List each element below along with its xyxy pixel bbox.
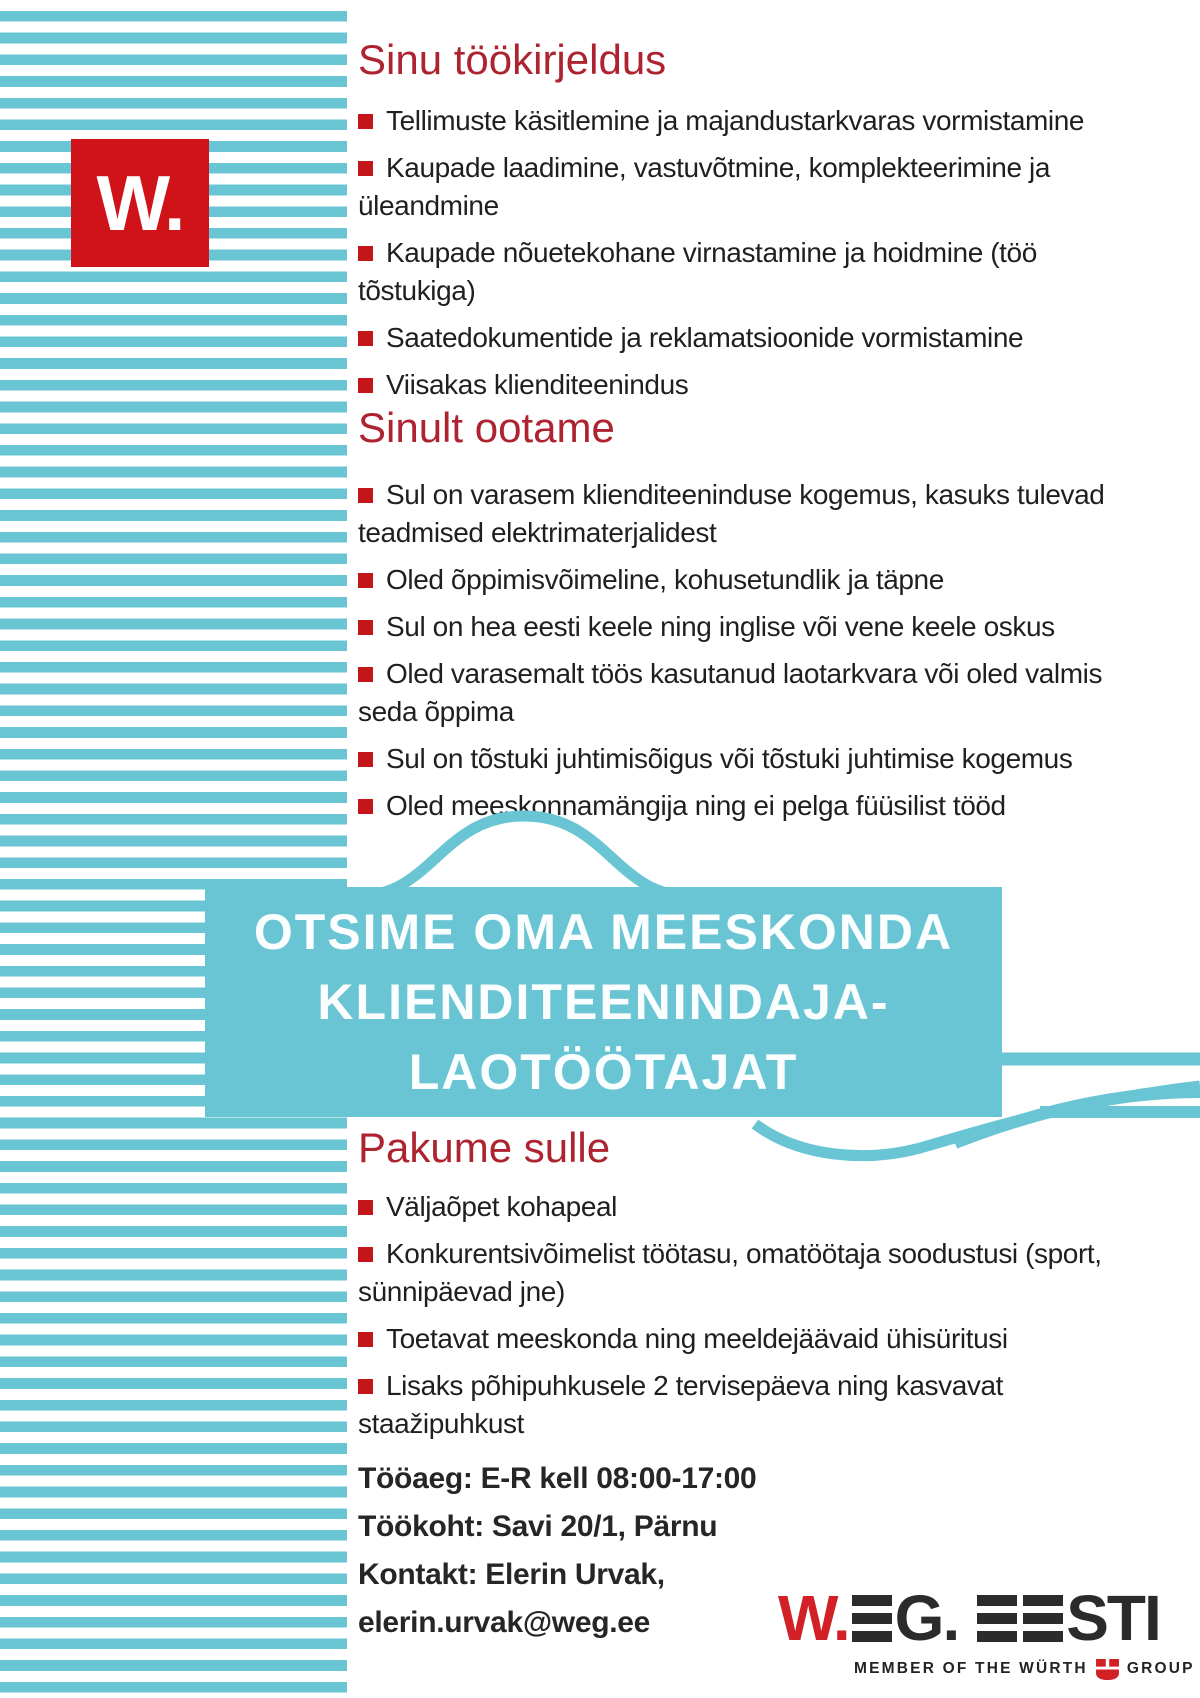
section-offer-list [358,1188,1153,1443]
banner-line-1: OTSIME OMA MEESKONDA [253,904,954,960]
list-item [358,655,1153,731]
bullet-square-icon [358,161,373,176]
bullet-text: Oled õppimisvõimeline, kohusetundlik ja täpne [386,564,944,595]
vacancy-banner [205,887,1002,1117]
list-item [358,149,1153,225]
bullet-text: Toetavat meeskonda ning meeldejäävaid ühisüritusi [386,1323,1008,1354]
section-heading-offer: Pakume sulle [358,1124,611,1171]
bullet-text: Oled varasemalt töös kasutanud laotarkvara või oled valmis seda õppima [358,658,1103,727]
logo-e-glyph [1023,1595,1063,1642]
bullet-text: Sul on varasem klienditeeninduse kogemus, kasuks tulevad teadmised elektrimaterjalidest [358,479,1105,548]
bullet-text: Kaupade nõuetekohane virnastamine ja hoidmine (töö tõstukiga) [358,237,1037,306]
list-item [358,561,1153,599]
logo-sti: STI [1066,1582,1160,1654]
banner-line-3: LAOTÖÖTAJAT [408,1044,799,1100]
bullet-square-icon [358,620,373,635]
work-time: Tööaeg: E-R kell 08:00-17:00 [358,1462,757,1495]
bullet-square-icon [358,378,373,393]
section-job-list [358,102,1153,404]
list-item [358,1235,1153,1311]
bullet-square-icon [358,667,373,682]
bullet-text: Tellimuste käsitlemine ja majandustarkvaras vormistamine [386,105,1085,136]
weg-eesti-logo [778,1582,1160,1654]
section-heading-expect: Sinult ootame [358,404,615,451]
bullet-text: Saatedokumentide ja reklamatsioonide vormistamine [386,322,1024,353]
list-item [358,1188,1153,1226]
bullet-square-icon [358,1332,373,1347]
bullet-text: Kaupade laadimine, vastuvõtmine, komplekteerimine ja üleandmine [358,152,1051,221]
logo-e-glyph [977,1595,1017,1642]
bullet-text: Lisaks põhipuhkusele 2 tervisepäeva ning kasvavat staažipuhkust [358,1370,1004,1439]
section-expect-list [358,476,1153,825]
tagline-text-right: GROUP [1126,1659,1195,1677]
list-item [358,366,1153,404]
section-heading-job: Sinu töökirjeldus [358,36,667,83]
logo-w: W. [778,1582,849,1654]
bullet-square-icon [358,246,373,261]
logo-e-glyph [852,1595,892,1642]
list-item [358,1367,1153,1443]
list-item [358,319,1153,357]
list-item [358,102,1153,140]
bullet-square-icon [358,114,373,129]
arc-decoration [340,795,720,895]
logo-g: G. [894,1582,959,1654]
bullet-square-icon [358,331,373,346]
contact-person: Kontakt: Elerin Urvak, [358,1558,665,1591]
wurth-group-tagline [854,1658,1195,1679]
list-item [358,234,1153,310]
bullet-text: Viisakas klienditeenindus [386,369,689,400]
bullet-text: Konkurentsivõimelist töötasu, omatöötaja soodustusi (sport, sünnipäevad jne) [358,1238,1102,1307]
list-item [358,740,1153,778]
list-item [358,1320,1153,1358]
work-location: Töökoht: Savi 20/1, Pärnu [358,1510,718,1543]
bullet-square-icon [358,488,373,503]
wurth-shield-icon [1096,1659,1119,1680]
contact-block [358,1455,756,1647]
bullet-square-icon [358,1379,373,1394]
w-logo-letter: W. [96,158,184,247]
bullet-square-icon [358,1247,373,1262]
w-logo-square [71,139,209,267]
bullet-square-icon [358,1200,373,1215]
banner-line-2: KLIENDITEENINDAJA- [317,974,890,1030]
list-item [358,476,1153,552]
bullet-text: Väljaõpet kohapeal [386,1191,617,1222]
tagline-text-left: MEMBER OF THE WÜRTH [854,1659,1088,1677]
contact-email: elerin.urvak@weg.ee [358,1606,651,1639]
list-item [358,608,1153,646]
bullet-text: Sul on tõstuki juhtimisõigus või tõstuki juhtimise kogemus [386,743,1073,774]
bullet-text: Sul on hea eesti keele ning inglise või vene keele oskus [386,611,1055,642]
bullet-square-icon [358,752,373,767]
bullet-square-icon [358,573,373,588]
bullet-text: Oled meeskonnamängija ning ei pelga füüsilist tööd [386,790,1006,821]
